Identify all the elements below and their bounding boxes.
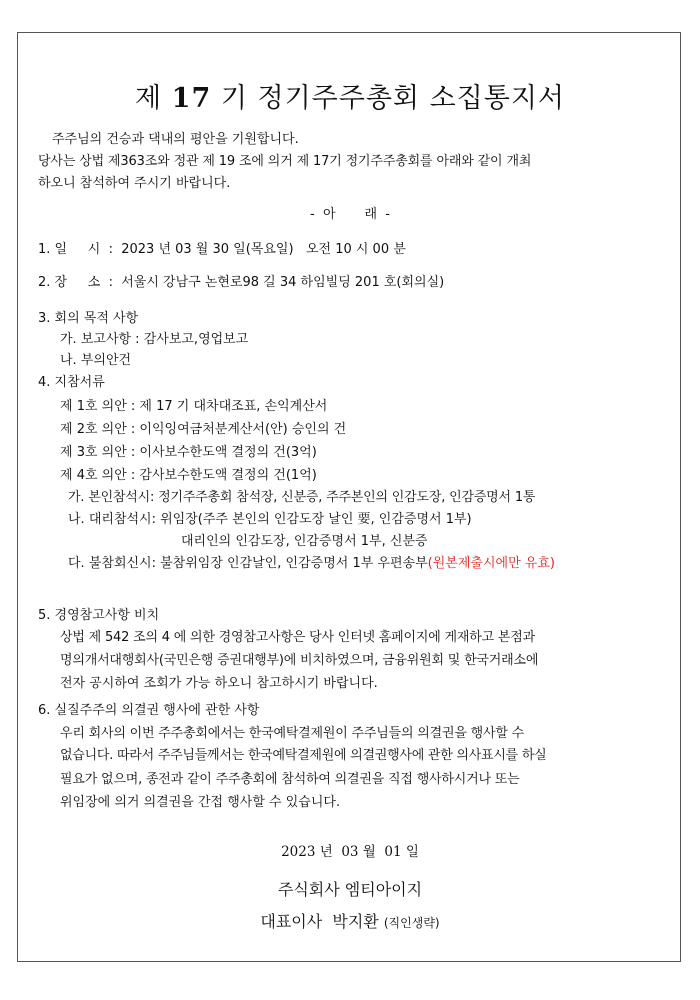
meeting-datetime: 1. 일 시 : 2023 년 03 월 30 일(목요일) 오전 10 시 00 분 xyxy=(38,242,406,257)
voting-line: 없습니다. 따라서 주주님들께서는 한국예탁결제원에 의결권행사에 관한 의사표시를 하실 xyxy=(60,748,547,763)
title-prefix: 제 xyxy=(135,83,172,114)
voting-heading: 6. 실질주주의 의결권 행사에 관한 사항 xyxy=(38,703,260,718)
documents-line: 가. 본인참석시: 정기주주총회 참석장, 신분증, 주주본인의 인감도장, 인감증명서 1통 xyxy=(68,490,536,505)
reference-line: 상법 제 542 조의 4 에 의한 경영참고사항은 당사 인터넷 홈페이지에 게재하고 본점과 xyxy=(60,630,535,645)
voting-line: 위임장에 의거 의결권을 간접 행사할 수 있습니다. xyxy=(60,795,341,810)
reference-heading: 5. 경영참고사항 비치 xyxy=(38,608,160,623)
title-suffix: 기 정기주주총회 소집통지서 xyxy=(211,83,565,114)
section-marker: - 아 래 - xyxy=(310,207,390,222)
proposal-line: 제 4호 의안 : 감사보수한도액 결정의 건(1억) xyxy=(60,468,317,483)
intro-line: 하오니 참석하여 주시기 바랍니다. xyxy=(38,176,231,191)
notice-date: 2023 년 03 월 01 일 xyxy=(281,844,419,860)
page-title xyxy=(0,82,700,116)
representative-line xyxy=(0,912,700,933)
documents-line-absent xyxy=(68,556,555,572)
agenda-line: 나. 부의안건 xyxy=(60,353,132,368)
original-only-note: (원본제출시에만 유효) xyxy=(427,556,555,571)
reference-line: 명의개서대행회사(국민은행 증권대행부)에 비치하였으며, 금융위원회 및 한국거래소에 xyxy=(60,653,539,668)
representative-name: 대표이사 박지환 xyxy=(260,912,379,931)
title-number: 17 xyxy=(171,83,212,114)
seal-omitted-note: (직인생략) xyxy=(383,916,440,930)
intro-line: 주주님의 건승과 댁내의 평안을 기원합니다. xyxy=(52,132,299,147)
voting-line: 우리 회사의 이번 주주총회에서는 한국예탁결제원이 주주님들의 의결권을 행사할 수 xyxy=(60,726,524,741)
meeting-place: 2. 장 소 : 서울시 강남구 논현로98 길 34 하임빌딩 201 호(회의실) xyxy=(38,275,445,290)
voting-line: 필요가 없으며, 종전과 같이 주주총회에 참석하여 의결권을 직접 행사하시거나 또는 xyxy=(60,772,520,787)
proposal-line: 제 3호 의안 : 이사보수한도액 결정의 건(3억) xyxy=(60,445,317,460)
documents-line: 다. 불참회신시: 불참위임장 인감날인, 인감증명서 1부 우편송부 xyxy=(68,556,428,571)
proposal-line: 제 1호 의안 : 제 17 기 대차대조표, 손익계산서 xyxy=(60,399,328,414)
proposal-line: 제 2호 의안 : 이익잉여금처분계산서(안) 승인의 건 xyxy=(60,422,347,437)
documents-heading: 4. 지참서류 xyxy=(38,375,105,390)
company-name: 주식회사 엠티아이지 xyxy=(277,880,423,899)
agenda-line: 가. 보고사항 : 감사보고,영업보고 xyxy=(60,332,249,347)
documents-line: 대리인의 인감도장, 인감증명서 1부, 신분증 xyxy=(181,534,428,549)
intro-line: 당사는 상법 제363조와 정관 제 19 조에 의거 제 17기 정기주주총회를 아래와 같이 개최 xyxy=(38,154,532,169)
documents-line: 나. 대리참석시: 위임장(주주 본인의 인감도장 날인 要, 인감증명서 1부) xyxy=(68,512,472,527)
reference-line: 전자 공시하여 조회가 가능 하오니 참고하시기 바랍니다. xyxy=(60,676,378,691)
agenda-heading: 3. 회의 목적 사항 xyxy=(38,311,139,326)
